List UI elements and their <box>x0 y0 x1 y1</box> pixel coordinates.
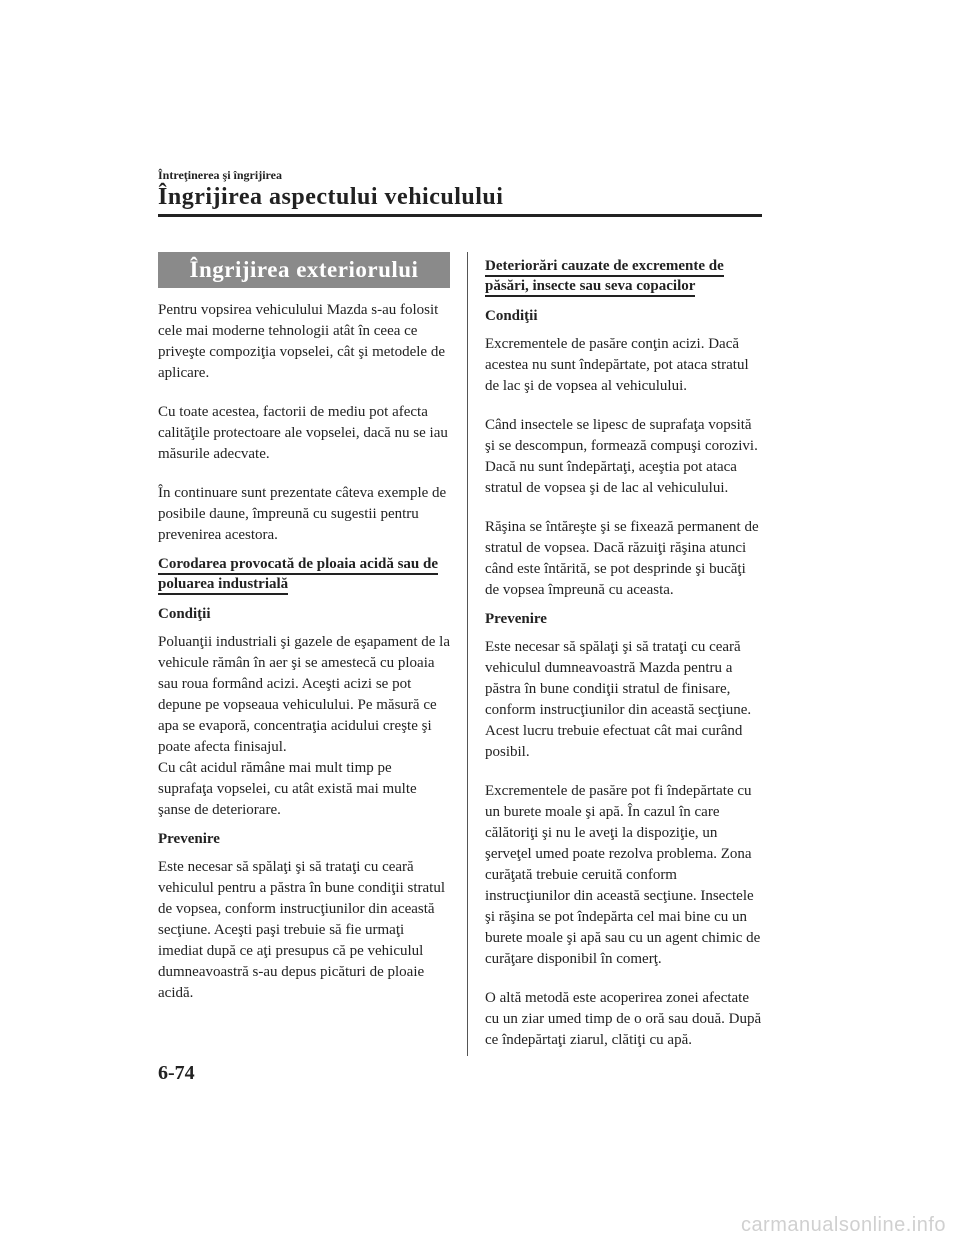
prevention-paragraph: Excrementele de pasăre pot fi îndepărtate cu un burete moale şi apă. În cazul în care călătoriţi şi nu le aveţi la dispoziţie, un şerveţel umed poate rezolva problema. Zona curăţată trebuie ceruită conform instrucţiunilor din această secţiune. Insectele şi răşina se pot îndepărta cel mai bine cu un burete moale şi apă sau cu un agent chimic de curăţare disponibil în comerţ. <box>485 783 761 967</box>
subheading-text: Corodarea provocată de ploaia acidă sau de poluarea industrială <box>158 556 438 595</box>
prevention-paragraph: Este necesar să spălaţi şi să trataţi cu ceară vehiculul pentru a păstra în bune condiţii stratul de vopsea, conform instrucţiunilor din această secţiune. Aceşti paşi trebuie să fie urmaţi imediat după ce aţi presupus că pe vehiculul dumneavoastră s-au depus picături de ploaie acidă. <box>158 859 446 1001</box>
prevention-paragraph: Este necesar să spălaţi şi să trataţi cu ceară vehiculul dumneavoastră Mazda pentru a păstra în bune condiţii stratul de finisare, conform instrucţiunilor din această secţiune. Acest lucru trebuie efectuat cât mai curând posibil. <box>485 639 752 760</box>
watermark: carmanualsonline.info <box>740 1214 946 1236</box>
intro-paragraph: Pentru vopsirea vehiculului Mazda s-au folosit cele mai moderne tehnologii atât în ceea ce priveşte compoziţia vopselei, cât şi metodele de aplicare. <box>158 302 445 381</box>
conditions-paragraph: Excrementele de pasăre conţin acizi. Dacă acestea nu sunt îndepărtate, pot ataca stratul de lac şi de vopsea al vehiculului. <box>485 336 749 394</box>
prevention-label: Prevenire <box>158 831 220 847</box>
right-column <box>485 252 762 1069</box>
prevention-label: Prevenire <box>485 611 547 627</box>
conditions-label: Condiţii <box>158 606 211 622</box>
breadcrumb: Întreţinerea şi îngrijirea <box>158 168 282 182</box>
subheading-text: Deteriorări cauzate de excremente de păsări, insecte sau seva copacilor <box>485 258 724 297</box>
conditions-paragraph: Răşina se întăreşte şi se fixează permanent de stratul de vopsea. Dacă răzuiţi răşina atunci când este întărită, se pot desprinde şi bucăţi de vopsea împreună cu aceasta. <box>485 519 759 598</box>
section-banner: Îngrijirea exteriorului <box>158 252 450 288</box>
page-number: 6-74 <box>158 1062 195 1084</box>
title-rule <box>158 214 762 217</box>
conditions-paragraph: Poluanţii industriali şi gazele de eşapament de la vehicule rămân în aer şi se amestecă cu ploaia sau roua formând acizi. Aceşti acizi se pot depune pe vopseaua vehiculului. Pe măsură ce apa se evaporă, concentraţia acidului creşte şi poate afecta finisajul. <box>158 634 450 755</box>
subheading-bird-droppings <box>485 256 762 296</box>
conditions-paragraph: Când insectele se lipesc de suprafaţa vopsită şi se descompun, formează compuşi corozivi. Dacă nu sunt îndepărtaţi, aceştia pot ataca stratul de vopsea şi de lac al vehiculului. <box>485 417 758 496</box>
page-title: Îngrijirea aspectului vehiculului <box>158 184 504 210</box>
intro-paragraph: Cu toate acestea, factorii de mediu pot afecta calităţile protectoare ale vopselei, dacă nu se iau măsurile adecvate. <box>158 404 448 462</box>
intro-paragraph: În continuare sunt prezentate câteva exemple de posibile daune, împreună cu sugestii pentru prevenirea acestora. <box>158 485 447 543</box>
conditions-label: Condiţii <box>485 308 538 324</box>
prevention-paragraph: O altă metodă este acoperirea zonei afectate cu un ziar umed timp de o oră sau două. După ce îndepărtaţi ziarul, clătiţi cu apă. <box>485 990 762 1048</box>
left-column <box>158 252 450 1022</box>
column-divider <box>467 252 468 1056</box>
subheading-acid-rain <box>158 554 450 594</box>
conditions-paragraph: Cu cât acidul rămâne mai mult timp pe suprafaţa vopselei, cu atât există mai multe şanse de deteriorare. <box>158 760 417 818</box>
